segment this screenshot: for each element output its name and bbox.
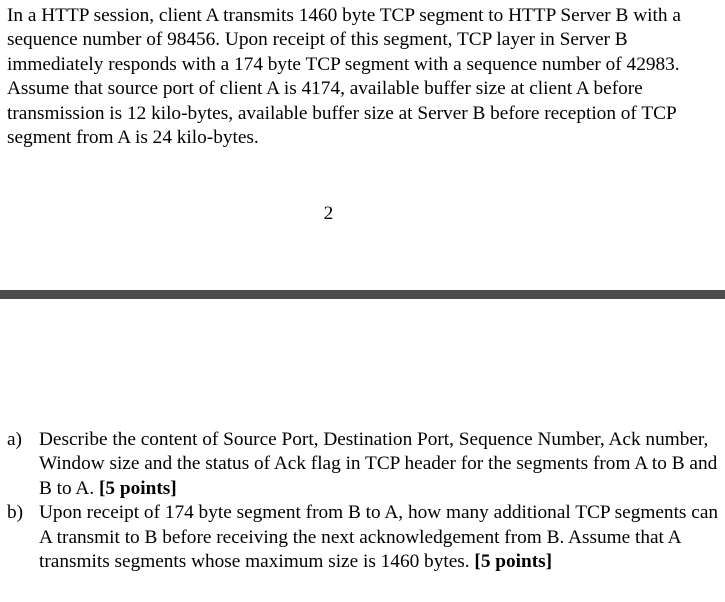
problem-statement: In a HTTP session, client A transmits 1460 byte TCP segment to HTTP Server B with a sequence number of 98456. Upon receipt of this segment, TCP layer in Server B immediately responds with a 174 byte TCP segment with a sequence number of 42983. Assume that source port of client A is 4174, available buffer size at client A before transmission is 12 kilo-bytes, available buffer size at Server B before reception of TCP segment from A is 24 kilo-bytes. bbox=[7, 5, 681, 149]
question-b-points: [5 points] bbox=[474, 551, 553, 573]
question-b-marker: b) bbox=[7, 502, 24, 524]
page-number: 2 bbox=[323, 203, 334, 224]
question-a-text: Describe the content of Source Port, Destination Port, Sequence Number, Ack number, Window size and the status of Ack flag in TCP header for the segments from A to B and B to A. bbox=[39, 429, 718, 499]
question-a-points: [5 points] bbox=[99, 477, 177, 499]
question-b bbox=[7, 501, 719, 574]
question-a-marker: a) bbox=[7, 429, 22, 450]
page-break-divider bbox=[0, 290, 725, 299]
question-a bbox=[7, 428, 719, 501]
question-b-text: Upon receipt of 174 byte segment from B to A, how many additional TCP segments can A transmit to B before receiving the next acknowledgement from B. Assume that A transmits segments whose maximum size is 1460 bytes. bbox=[39, 502, 719, 573]
question-list bbox=[7, 428, 719, 574]
